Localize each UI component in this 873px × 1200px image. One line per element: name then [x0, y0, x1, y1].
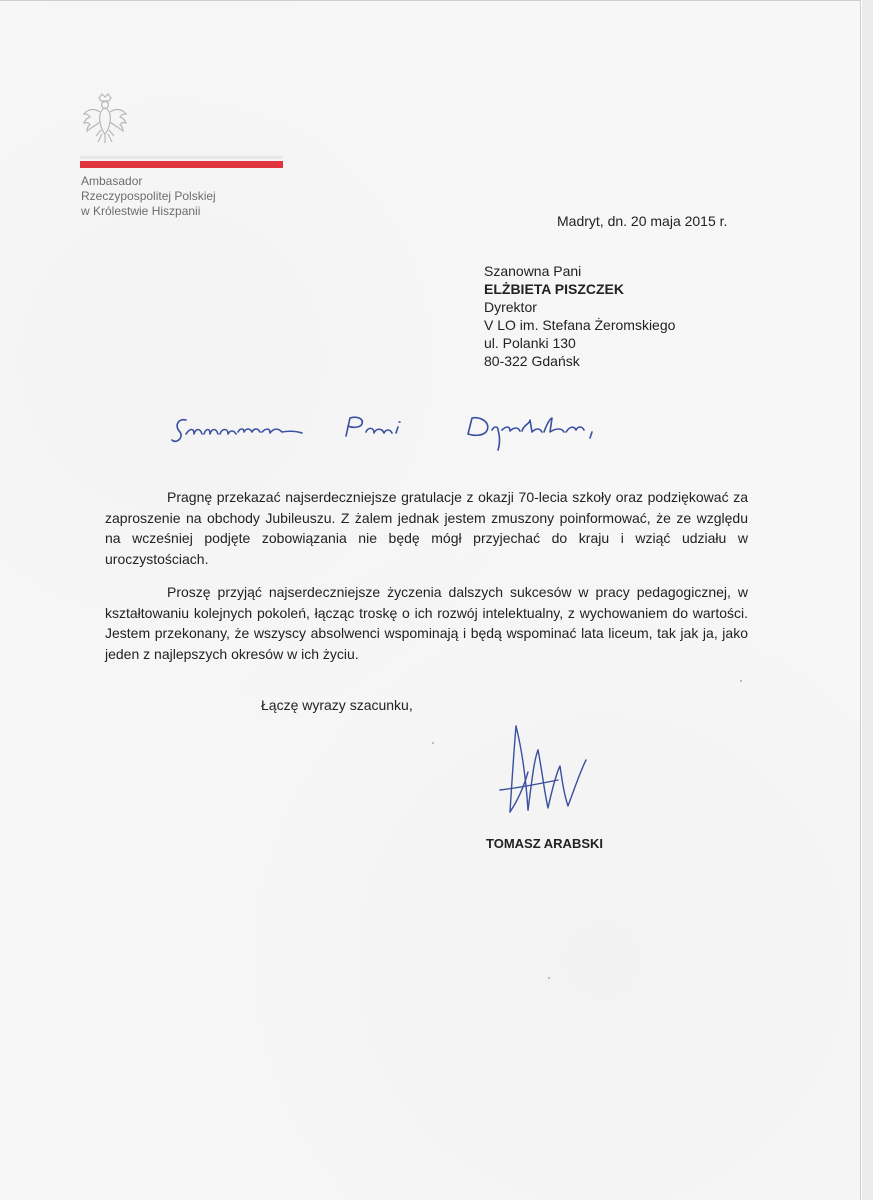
paper-speck	[740, 680, 742, 682]
closing-line: Łączę wyrazy szacunku,	[261, 697, 413, 713]
body-paragraph: Pragnę przekazać najserdeczniejsze gratulacje z okazji 70-lecia szkoły oraz podziękować za zaproszenie na obchody Jubileuszu. Z żalem jednak jestem zmuszony poinformować, że ze względu na wcześniej podjęte zobowiązania nie będę mógł przyjechać do kraju i wziąć udziału w uroczystościach.	[105, 489, 748, 567]
polish-eagle-icon	[80, 92, 130, 148]
body-paragraph: Proszę przyjąć najserdeczniejsze życzenia dalszych sukcesów w pracy pedagogicznej, w kształtowaniu kolejnych pokoleń, łącząc troskę o ich rozwój intelektualny, z wychowaniem do wartości. Jestem przekonany, że wszyscy absolwenci wspominają i będą wspominać lata liceum, tak jak ja, jako jeden z najlepszych okresów w ich życiu.	[105, 584, 748, 662]
sender-line: Rzeczypospolitej Polskiej	[81, 189, 216, 203]
sender-block	[81, 174, 216, 219]
letterhead-red-bar	[80, 161, 283, 168]
handwritten-signature	[498, 720, 608, 830]
recipient-street: ul. Polanki 130	[484, 335, 576, 351]
signer-name: TOMASZ ARABSKI	[486, 836, 603, 851]
letter-date: Madryt, dn. 20 maja 2015 r.	[557, 213, 728, 229]
letterhead-gray-bar	[80, 156, 283, 159]
handwritten-salutation	[170, 400, 670, 460]
sender-line: w Królestwie Hiszpanii	[81, 204, 201, 218]
recipient-address	[484, 262, 675, 370]
recipient-greeting: Szanowna Pani	[484, 263, 582, 279]
paper-edge	[0, 0, 860, 7]
recipient-name: ELŻBIETA PISZCZEK	[484, 281, 624, 297]
letter-body	[105, 487, 748, 664]
recipient-title: Dyrektor	[484, 299, 537, 315]
scan-margin	[862, 0, 873, 1200]
sender-line: Ambasador	[81, 174, 143, 188]
recipient-institution: V LO im. Stefana Żeromskiego	[484, 317, 676, 333]
paper-speck	[432, 742, 434, 744]
recipient-city: 80-322 Gdańsk	[484, 353, 580, 369]
paper-speck	[548, 977, 550, 979]
